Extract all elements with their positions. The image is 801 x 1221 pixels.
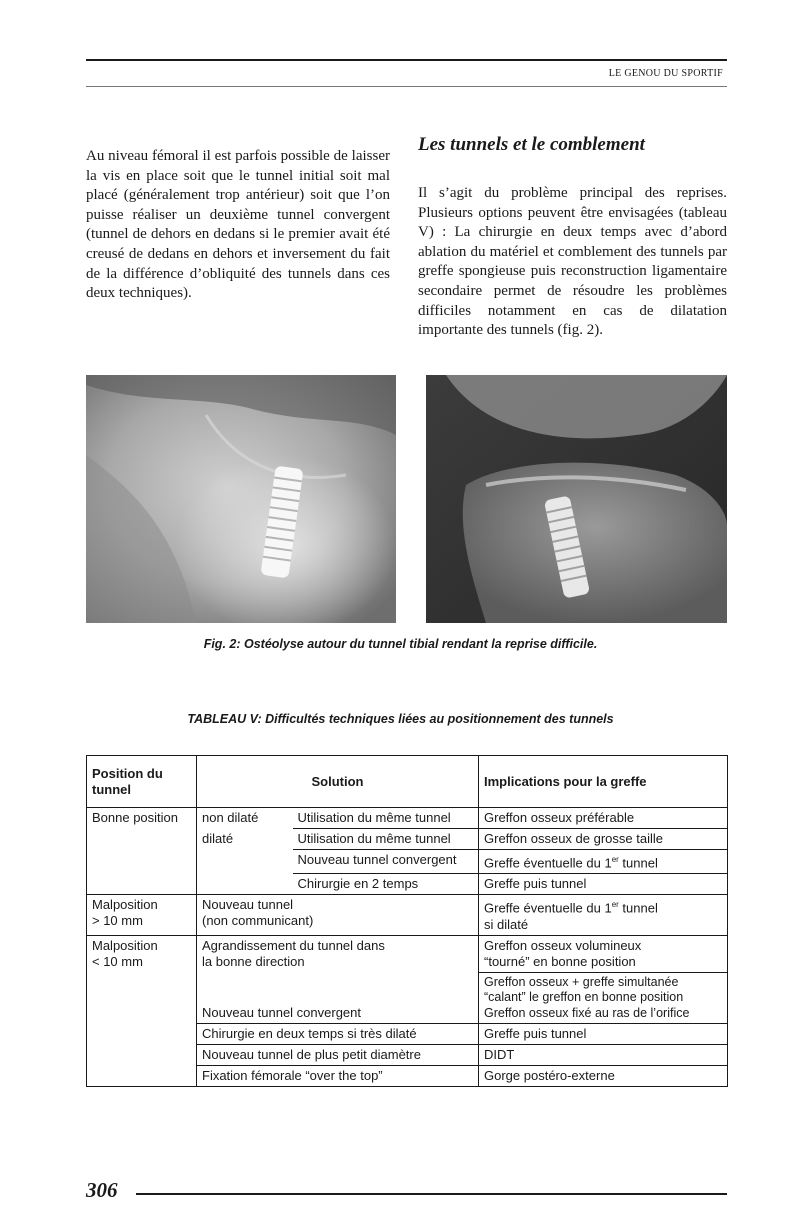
- figure-caption: Fig. 2: Ostéolyse autour du tunnel tibial rendant la reprise difficile.: [203, 637, 598, 651]
- section-title: Les tunnels et le comblement: [418, 134, 645, 155]
- xray-image-right: [426, 375, 727, 623]
- table-row: [87, 935, 728, 972]
- xray-left-svg: [86, 375, 396, 623]
- cell-malpos-lt: Malposition < 10 mm: [87, 935, 197, 1087]
- cell-greffe-puis-2: Greffe puis tunnel: [479, 1024, 728, 1045]
- cell-volumineux: Greffon osseux volumineux “tourné” en bonne position: [479, 935, 728, 972]
- page-number: 306: [86, 1178, 118, 1202]
- cell-gorge: Gorge postéro-externe: [479, 1066, 728, 1087]
- cell-bonne-position: Bonne position: [87, 808, 197, 895]
- left-paragraph: Au niveau fémoral il est parfois possible de laisser la vis en place soit que le tunnel initial soit mal placé (généralement trop antérieur) soit que l’on puisse réaliser un deuxième tunnel convergent (tunnel de dehors en dedans si le premier avait été creusé de dedans en dehors et inversement du fait de la différence d’obliquité des tunnels dans ces deux techniques).: [86, 148, 390, 302]
- xray-right-svg: [426, 375, 727, 623]
- cell-deux-temps-dilate: Chirurgie en deux temps si très dilaté: [197, 1024, 479, 1045]
- cell-dilate: dilaté: [197, 829, 293, 895]
- cell-agrandissement: Agrandissement du tunnel dans la bonne direction Nouveau tunnel convergent: [197, 935, 479, 1024]
- header-underline: [86, 86, 727, 87]
- table-row: [87, 895, 728, 935]
- cell-simultanee: Greffon osseux + greffe simultanée “calant” le greffon en bonne position Greffon osseux fixé au ras de l’orifice: [479, 972, 728, 1024]
- cell-didt: DIDT: [479, 1045, 728, 1066]
- cell-greffe-eventuelle: Greffe éventuelle du 1er tunnel: [479, 850, 728, 874]
- cell-greffon-preferable: Greffon osseux préférable: [479, 808, 728, 829]
- table-header-row: [87, 756, 728, 808]
- cell-greffon-grosse: Greffon osseux de grosse taille: [479, 829, 728, 850]
- header-solution: Solution: [197, 756, 479, 808]
- cell-non-dilate: non dilaté: [197, 808, 293, 829]
- right-paragraph: Il s’agit du problème principal des reprises. Plusieurs options peuvent être envisagées (tableau V) : La chirurgie en deux temps avec d’abord ablation du matériel et comblement des tunnels par greffe spongieuse puis reconstruction ligamentaire secondaire permet de résoudre les problèmes difficiles notamment en cas de dilatation importante des tunnels (fig. 2).: [418, 185, 727, 339]
- header-rule: [86, 59, 727, 61]
- cell-nouveau-tunnel: Nouveau tunnel (non communicant): [197, 895, 479, 935]
- cell-petit-diametre: Nouveau tunnel de plus petit diamètre: [197, 1045, 479, 1066]
- cell-over-the-top: Fixation fémorale “over the top”: [197, 1066, 479, 1087]
- cell-greffe-puis: Greffe puis tunnel: [479, 874, 728, 895]
- cell-malpos-gt: Malposition > 10 mm: [87, 895, 197, 935]
- cell-meme-tunnel-1: Utilisation du même tunnel: [293, 808, 479, 829]
- cell-meme-tunnel-2: Utilisation du même tunnel: [293, 829, 479, 850]
- table-row: [87, 808, 728, 829]
- header-position: Position du tunnel: [87, 756, 197, 808]
- running-title: LE GENOU DU SPORTIF: [608, 68, 723, 79]
- difficulties-table: [86, 755, 728, 1087]
- cell-chirurgie-2: Chirurgie en 2 temps: [293, 874, 479, 895]
- cell-greffe-eventuelle-dilate: Greffe éventuelle du 1er tunnel si dilaté: [479, 895, 728, 935]
- table-title: TABLEAU V: Difficultés techniques liées au positionnement des tunnels: [187, 712, 614, 726]
- footer-rule: [136, 1193, 727, 1195]
- header-implications: Implications pour la greffe: [479, 756, 728, 808]
- xray-image-left: [86, 375, 396, 623]
- cell-nouveau-convergent: Nouveau tunnel convergent: [293, 850, 479, 874]
